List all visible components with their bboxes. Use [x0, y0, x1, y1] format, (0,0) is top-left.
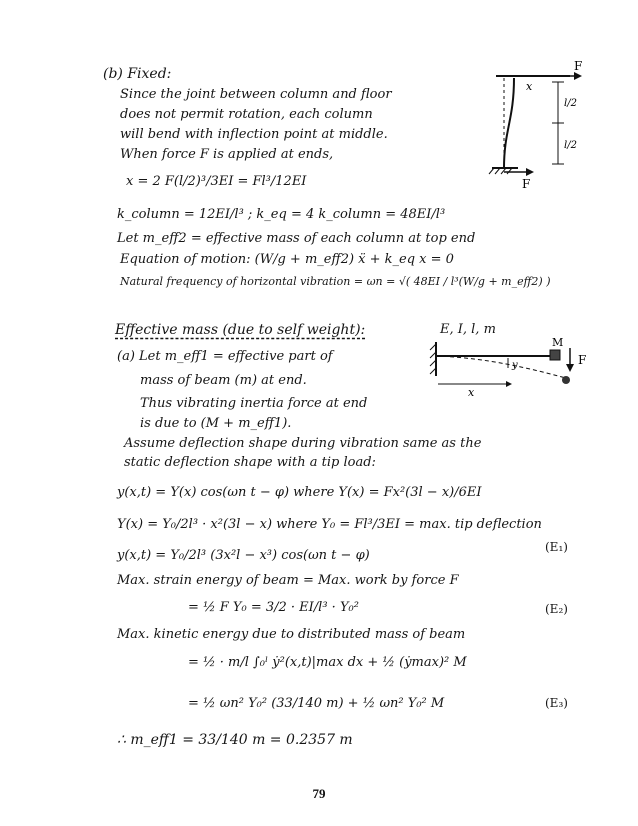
equation-tag: (E₃) [545, 696, 568, 710]
equation-stiffness: k_column = 12EI/l³ ; k_eq = 4 k_column = 48EI/l³ [117, 207, 446, 222]
text-line-effective-mass: Let m_eff2 = effective mass of each column at top end [117, 231, 476, 246]
equation-kinetic-result: = ½ ωn² Y₀² (33/140 m) + ½ ωn² Y₀² M [188, 696, 445, 711]
text-line-strain-energy: Max. strain energy of beam = Max. work by force F [117, 573, 459, 588]
text-line-kinetic-energy: Max. kinetic energy due to distributed mass of beam [117, 627, 466, 642]
result-effective-mass: ∴ m_eff1 = 33/140 m = 0.2357 m [117, 732, 353, 748]
text-line: is due to (M + m_eff1). [140, 416, 292, 431]
label-y: y [512, 360, 518, 371]
arrow-head [566, 364, 574, 372]
equation-kinetic-integral: = ½ · m/l ∫₀ˡ ẏ²(x,t)|max dx + ½ (ẏmax)² M [188, 655, 467, 670]
text-line: does not permit rotation, each column [120, 107, 373, 122]
tip-mass [550, 350, 560, 360]
beam-parameters: E, I, l, m [440, 322, 496, 337]
text-line: Assume deflection shape during vibration same as the [124, 436, 482, 451]
deflected-column [504, 78, 514, 168]
text-line: Thus vibrating inertia force at end [140, 396, 368, 411]
equation-deflection-shape: y(x,t) = Y(x) cos(ωn t − φ) where Y(x) = Fx²(3l − x)/6EI [117, 485, 482, 500]
equation-deflection: x = 2 F(l/2)³/3EI = Fl³/12EI [126, 174, 307, 189]
label-force-top: F [574, 59, 583, 73]
label-x: x [468, 386, 475, 399]
equation-dynamic-shape: y(x,t) = Y₀/2l³ (3x²l − x³) cos(ωn t − φ) [117, 548, 370, 563]
cantilever-figure [428, 336, 598, 406]
label-x: x [526, 80, 533, 93]
hatch [489, 168, 494, 174]
displaced-mass [562, 376, 570, 384]
label-half-length: l/2 [564, 98, 577, 109]
text-line: mass of beam (m) at end. [140, 373, 307, 388]
equation-tag: (E₂) [545, 602, 568, 616]
arrow-head [574, 72, 582, 80]
page-number: 79 [312, 786, 326, 801]
equation-static-shape: Y(x) = Y₀/2l³ · x²(3l − x) where Y₀ = Fl³/3EI = max. tip deflection [117, 517, 542, 532]
column-figure [470, 59, 583, 200]
arrow-head [526, 168, 534, 176]
label-half-length: l/2 [564, 140, 577, 151]
equation-strain-energy: = ½ F Y₀ = 3/2 · EI/l³ · Y₀² [188, 600, 359, 615]
arrow-head [506, 381, 512, 387]
equation-tag: (E₁) [545, 540, 568, 554]
text-line: (a) Let m_eff1 = effective part of [117, 349, 333, 364]
equation-natural-frequency: Natural frequency of horizontal vibration = ωn = √( 48EI / l³(W/g + m_eff2) ) [120, 275, 551, 288]
label-force-bottom: F [522, 177, 531, 191]
deflected-beam [436, 356, 566, 378]
text-line: static deflection shape with a tip load: [124, 455, 376, 470]
label-mass: M [552, 336, 564, 349]
label-force: F [578, 353, 587, 367]
section-heading-effective-mass: Effective mass (due to self weight): [115, 322, 366, 338]
text-line: Since the joint between column and floor [120, 87, 392, 102]
equation-of-motion: Equation of motion: (W/g + m_eff2) ẍ + k_eq x = 0 [120, 252, 454, 267]
section-heading-fixed: (b) Fixed: [103, 66, 172, 82]
text-line: will bend with inflection point at middle. [120, 127, 388, 142]
text-line: When force F is applied at ends, [120, 147, 334, 162]
